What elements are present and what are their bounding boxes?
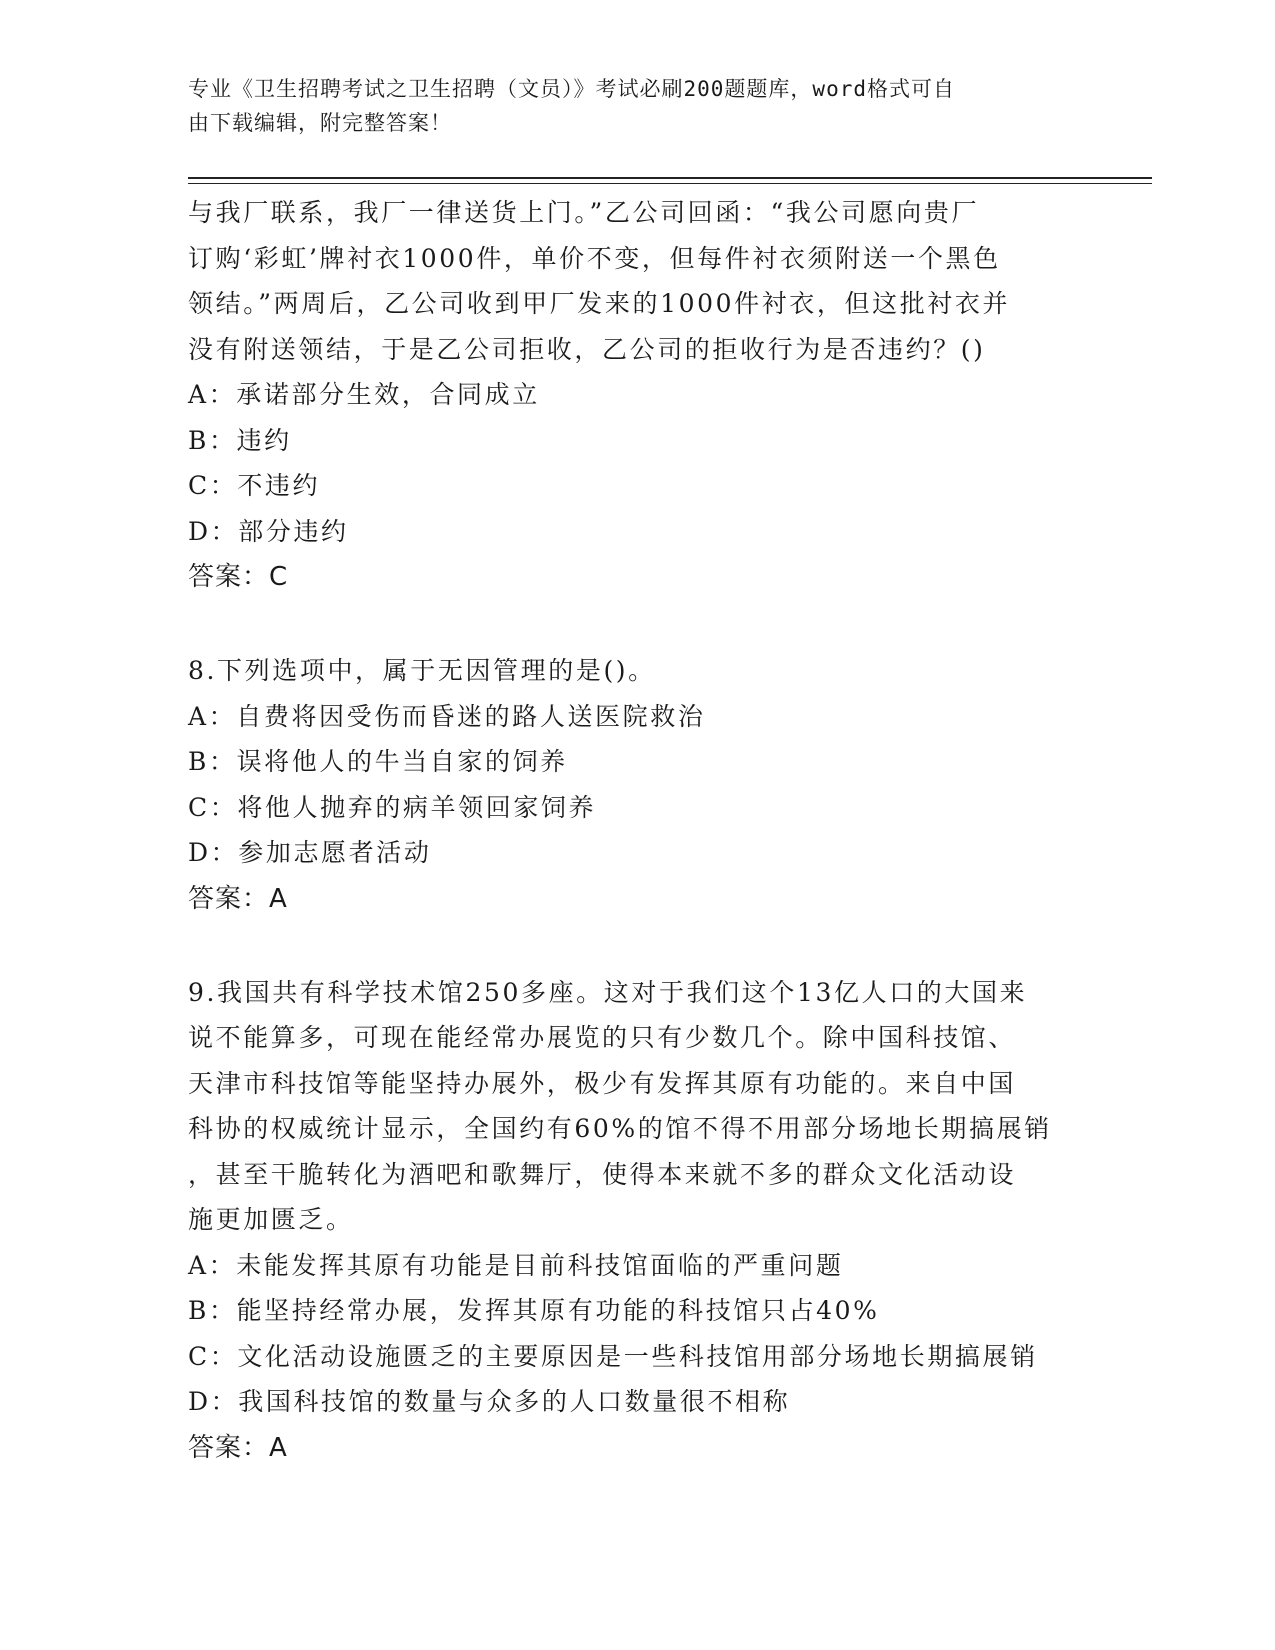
stem-line: 说不能算多，可现在能经常办展览的只有少数几个。除中国科技馆、 [188,1023,1017,1052]
stem-line: 天津市科技馆等能坚持办展外，极少有发挥其原有功能的。来自中国 [188,1068,1017,1098]
option-b: B：违约 [188,425,292,455]
answer: 答案：C [188,562,289,592]
stem-line: 8.下列选项中，属于无因管理的是()。 [188,656,656,685]
option-a: A：未能发挥其原有功能是目前科技馆面临的严重问题 [188,1250,844,1280]
question-9 [188,970,1088,1471]
question-stem [188,648,1088,694]
question-stem [188,970,1088,1243]
stem-line: 科协的权威统计显示，全国约有60%的馆不得不用部分场地长期搞展销 [188,1114,1052,1143]
answer: 答案：A [188,1432,288,1463]
question-8 [188,648,1088,922]
stem-line: 领结。”两周后，乙公司收到甲厂发来的1000件衬衣，但这批衬衣并 [188,289,1011,318]
option-c: C：将他人抛弃的病羊领回家饲养 [188,792,597,822]
answer: 答案：A [188,883,288,914]
header-line-1: 专业《卫生招聘考试之卫生招聘（文员）》考试必刷200题题库，word格式可自 [188,77,955,101]
stem-line: 没有附送领结，于是乙公司拒收，乙公司的拒收行为是否违约？() [188,334,986,364]
option-b: B：能坚持经常办展，发挥其原有功能的科技馆只占40% [188,1296,880,1325]
option-d: D：我国科技馆的数量与众多的人口数量很不相称 [188,1387,791,1416]
question-list [188,190,1088,1519]
question-7 [188,190,1088,600]
header-line-2: 由下载编辑，附完整答案！ [188,111,452,135]
stem-line: 9.我国共有科学技术馆250多座。这对于我们这个13亿人口的大国来 [188,977,1028,1007]
option-a: A：承诺部分生效，合同成立 [188,380,540,409]
stem-line: 订购‘彩虹’牌衬衣1000件，单价不变，但每件衬衣须附送一个黑色 [188,243,1001,273]
option-d: D：部分违约 [188,516,349,546]
stem-line: 施更加匮乏。 [188,1205,354,1234]
option-a: A：自费将因受伤而昏迷的路人送医院救治 [188,701,706,731]
stem-line: 与我厂联系，我厂一律送货上门。”乙公司回函：“我公司愿向贵厂 [188,198,980,227]
option-b: B：误将他人的牛当自家的饲养 [188,747,568,776]
option-c: C：文化活动设施匮乏的主要原因是一些科技馆用部分场地长期搞展销 [188,1341,1038,1371]
header-rule-thin [188,183,1152,184]
option-d: D：参加志愿者活动 [188,838,432,867]
document-header [188,72,1068,140]
option-c: C：不违约 [188,471,321,500]
header-rule-thick [188,177,1152,179]
stem-line: ，甚至干脆转化为酒吧和歌舞厅，使得本来就不多的群众文化活动设 [188,1159,1017,1189]
question-stem [188,190,1088,372]
